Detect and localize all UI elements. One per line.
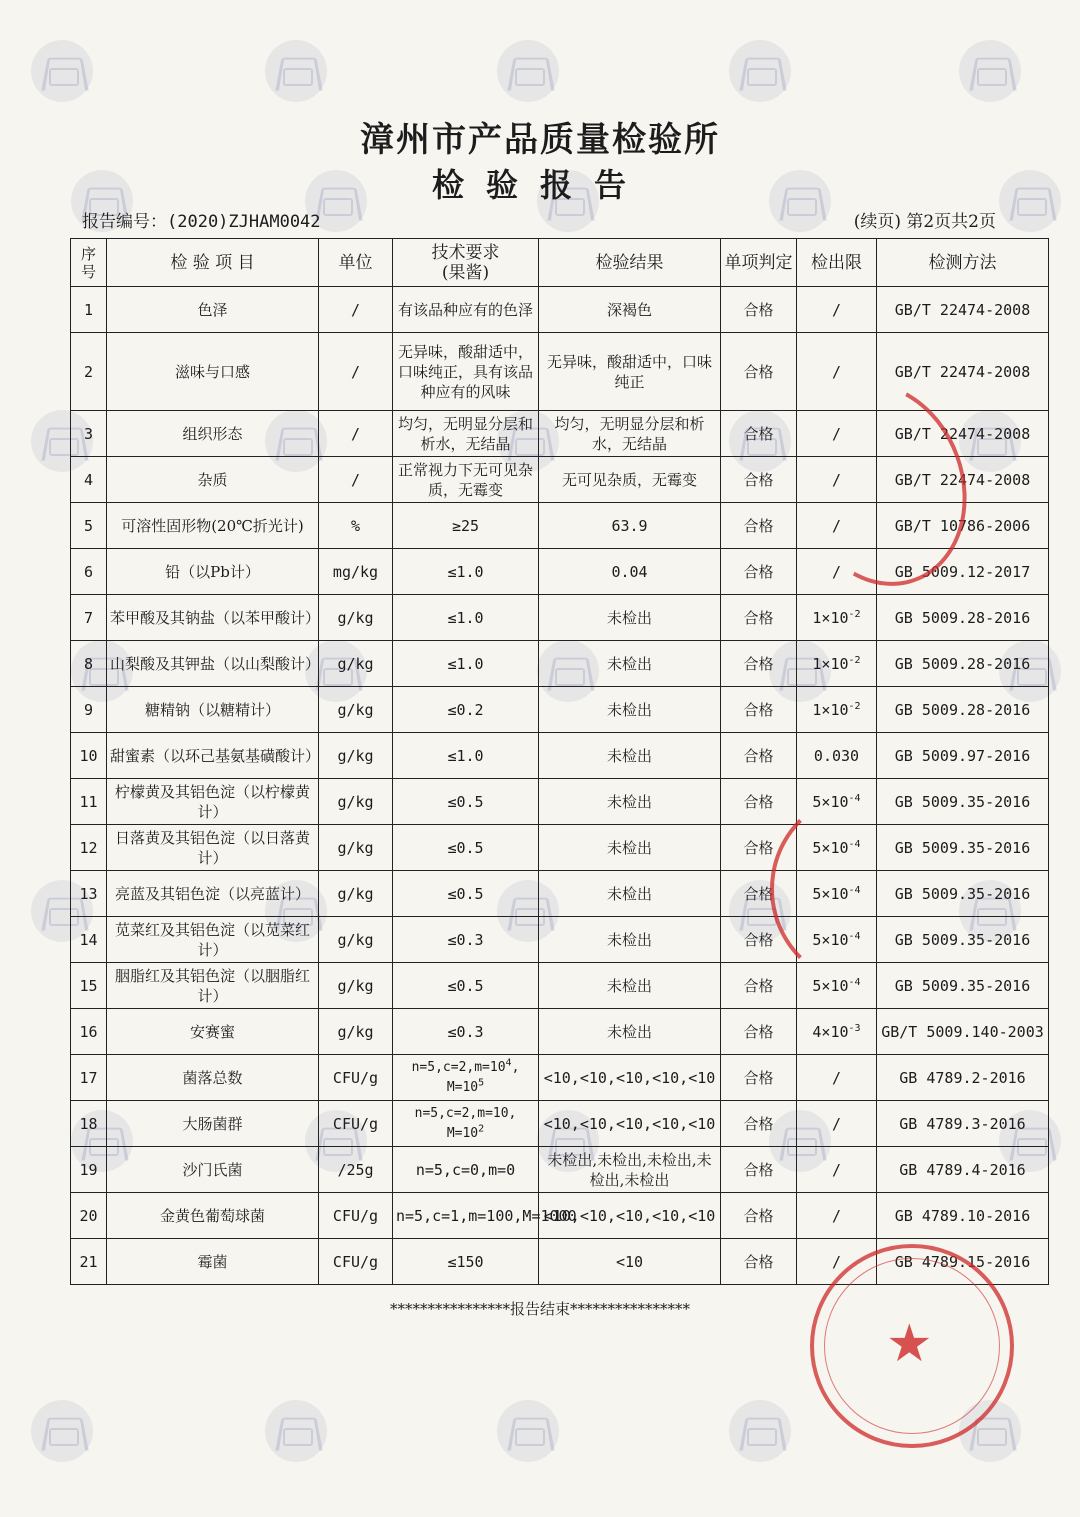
row-method: GB 4789.10-2016 xyxy=(877,1193,1049,1239)
row-limit xyxy=(797,595,877,641)
row-number: 13 xyxy=(71,871,107,917)
row-unit: CFU/g xyxy=(319,1101,393,1147)
row-requirement: ≤1.0 xyxy=(393,641,539,687)
row-requirement: ≤0.5 xyxy=(393,871,539,917)
header-verdict: 单项判定 xyxy=(721,239,797,287)
row-method: GB 5009.35-2016 xyxy=(877,825,1049,871)
row-method: GB 5009.35-2016 xyxy=(877,963,1049,1009)
row-limit: / xyxy=(797,1147,877,1193)
limit-base: 5×10 xyxy=(812,884,849,903)
row-item: 金黄色葡萄球菌 xyxy=(107,1193,319,1239)
row-limit: / xyxy=(797,287,877,333)
header-limit: 检出限 xyxy=(797,239,877,287)
row-requirement: ≤1.0 xyxy=(393,733,539,779)
header-seq: 序号 xyxy=(71,239,107,287)
row-limit xyxy=(797,641,877,687)
row-verdict: 合格 xyxy=(721,779,797,825)
row-requirement: 无异味，酸甜适中，口味纯正，具有该品种应有的风味 xyxy=(393,333,539,411)
row-verdict: 合格 xyxy=(721,1009,797,1055)
row-requirement: ≤0.2 xyxy=(393,687,539,733)
row-limit: / xyxy=(797,411,877,457)
row-result: 深褐色 xyxy=(539,287,721,333)
limit-base: 5×10 xyxy=(812,838,849,857)
row-requirement: $n=5,c=2,m=10^4$, $M=10^5$ xyxy=(393,1055,539,1101)
row-unit: g/kg xyxy=(319,1009,393,1055)
watermark-icon xyxy=(31,1400,93,1462)
row-result: 无可见杂质，无霉变 xyxy=(539,457,721,503)
row-item: 沙门氏菌 xyxy=(107,1147,319,1193)
limit-base: 5×10 xyxy=(812,930,849,949)
limit-base: 5×10 xyxy=(812,792,849,811)
row-verdict: 合格 xyxy=(721,687,797,733)
row-item: 色泽 xyxy=(107,287,319,333)
row-result: 未检出 xyxy=(539,733,721,779)
row-unit: mg/kg xyxy=(319,549,393,595)
row-item: 甜蜜素（以环己基氨基磺酸计） xyxy=(107,733,319,779)
row-unit: g/kg xyxy=(319,963,393,1009)
table-row xyxy=(71,287,1049,333)
row-result: 均匀，无明显分层和析水，无结晶 xyxy=(539,411,721,457)
report-end-marker: ****************报告结束**************** xyxy=(389,1300,690,1318)
row-unit: % xyxy=(319,503,393,549)
row-verdict: 合格 xyxy=(721,287,797,333)
row-unit: g/kg xyxy=(319,595,393,641)
row-unit: g/kg xyxy=(319,917,393,963)
row-number: 17 xyxy=(71,1055,107,1101)
limit-exponent: -3 xyxy=(848,1022,861,1034)
row-requirement: ≤0.5 xyxy=(393,825,539,871)
limit-exponent: -4 xyxy=(848,930,861,942)
row-result: 63.9 xyxy=(539,503,721,549)
row-method: GB 5009.35-2016 xyxy=(877,779,1049,825)
row-item: 霉菌 xyxy=(107,1239,319,1285)
row-requirement: ≤0.5 xyxy=(393,779,539,825)
row-result: <10,<10,<10,<10,<10 xyxy=(539,1193,721,1239)
row-method: GB 5009.28-2016 xyxy=(877,595,1049,641)
row-item: 柠檬黄及其铝色淀（以柠檬黄计） xyxy=(107,779,319,825)
row-verdict: 合格 xyxy=(721,457,797,503)
row-result: <10 xyxy=(539,1239,721,1285)
row-number: 10 xyxy=(71,733,107,779)
row-requirement: n=5,c=2,m=10, $M=10^2$ xyxy=(393,1101,539,1147)
table-header-row xyxy=(71,239,1049,287)
row-unit: g/kg xyxy=(319,825,393,871)
row-item: 菌落总数 xyxy=(107,1055,319,1101)
row-verdict: 合格 xyxy=(721,549,797,595)
row-verdict: 合格 xyxy=(721,595,797,641)
row-item: 苯甲酸及其钠盐（以苯甲酸计） xyxy=(107,595,319,641)
row-verdict: 合格 xyxy=(721,917,797,963)
row-method: GB/T 22474-2008 xyxy=(877,333,1049,411)
row-method: GB 5009.35-2016 xyxy=(877,871,1049,917)
row-item: 日落黄及其铝色淀（以日落黄计） xyxy=(107,825,319,871)
row-method: GB 5009.28-2016 xyxy=(877,687,1049,733)
row-method: GB 5009.28-2016 xyxy=(877,641,1049,687)
row-number: 12 xyxy=(71,825,107,871)
row-unit: / xyxy=(319,287,393,333)
limit-base: 4×10 xyxy=(812,1022,849,1041)
limit-exponent: -4 xyxy=(848,884,861,896)
row-number: 14 xyxy=(71,917,107,963)
row-result: <10,<10,<10,<10,<10 xyxy=(539,1101,721,1147)
limit-exponent: -4 xyxy=(848,792,861,804)
limit-exponent: -2 xyxy=(848,700,861,712)
row-unit: g/kg xyxy=(319,641,393,687)
row-method: GB/T 10786-2006 xyxy=(877,503,1049,549)
row-number: 5 xyxy=(71,503,107,549)
row-unit: / xyxy=(319,333,393,411)
row-method: GB 4789.15-2016 xyxy=(877,1239,1049,1285)
watermark-icon xyxy=(729,40,791,102)
watermark-icon xyxy=(265,40,327,102)
row-method: GB 5009.97-2016 xyxy=(877,733,1049,779)
row-verdict: 合格 xyxy=(721,1055,797,1101)
table-row xyxy=(71,687,1049,733)
row-number: 16 xyxy=(71,1009,107,1055)
row-limit xyxy=(797,687,877,733)
row-limit: / xyxy=(797,1055,877,1101)
row-limit: / xyxy=(797,549,877,595)
row-requirement: ≥25 xyxy=(393,503,539,549)
row-method: GB 4789.4-2016 xyxy=(877,1147,1049,1193)
row-method: GB 5009.12-2017 xyxy=(877,549,1049,595)
row-item: 糖精钠（以糖精计） xyxy=(107,687,319,733)
row-result: 无异味，酸甜适中，口味纯正 xyxy=(539,333,721,411)
document-title: 检验报告 xyxy=(431,166,648,204)
row-verdict: 合格 xyxy=(721,1101,797,1147)
table-row xyxy=(71,1101,1049,1147)
limit-base: 1×10 xyxy=(812,700,849,719)
row-unit: / xyxy=(319,411,393,457)
row-unit: g/kg xyxy=(319,871,393,917)
page-info: (续页) 第2页共2页 xyxy=(853,212,996,232)
row-unit: g/kg xyxy=(319,779,393,825)
row-number: 11 xyxy=(71,779,107,825)
row-requirement: ≤0.3 xyxy=(393,917,539,963)
row-unit: g/kg xyxy=(319,687,393,733)
row-number: 18 xyxy=(71,1101,107,1147)
row-requirement: ≤0.5 xyxy=(393,963,539,1009)
row-number: 6 xyxy=(71,549,107,595)
row-result: 未检出 xyxy=(539,779,721,825)
row-limit: / xyxy=(797,333,877,411)
row-number: 21 xyxy=(71,1239,107,1285)
limit-exponent: -2 xyxy=(848,654,861,666)
row-item: 胭脂红及其铝色淀（以胭脂红计） xyxy=(107,963,319,1009)
row-result: 未检出 xyxy=(539,825,721,871)
row-item: 山梨酸及其钾盐（以山梨酸计） xyxy=(107,641,319,687)
table-row xyxy=(71,595,1049,641)
watermark-icon xyxy=(497,40,559,102)
row-result: 未检出 xyxy=(539,871,721,917)
watermark-icon xyxy=(265,1400,327,1462)
row-method: GB 5009.35-2016 xyxy=(877,917,1049,963)
row-limit: / xyxy=(797,457,877,503)
row-requirement: 有该品种应有的色泽 xyxy=(393,287,539,333)
row-unit: g/kg xyxy=(319,733,393,779)
row-verdict: 合格 xyxy=(721,503,797,549)
table-row xyxy=(71,1147,1049,1193)
row-item: 滋味与口感 xyxy=(107,333,319,411)
header-item: 检 验 项 目 xyxy=(107,239,319,287)
table-row xyxy=(71,733,1049,779)
row-number: 20 xyxy=(71,1193,107,1239)
row-requirement: ≤1.0 xyxy=(393,595,539,641)
row-method: GB 4789.3-2016 xyxy=(877,1101,1049,1147)
report-number-label: 报告编号： xyxy=(82,212,167,232)
row-requirement: 均匀，无明显分层和析水，无结晶 xyxy=(393,411,539,457)
row-unit: CFU/g xyxy=(319,1239,393,1285)
row-item: 组织形态 xyxy=(107,411,319,457)
limit-base: 1×10 xyxy=(812,654,849,673)
row-requirement: n=5,c=1,m=100,M=1000 xyxy=(393,1193,539,1239)
row-method: GB/T 22474-2008 xyxy=(877,287,1049,333)
row-result: 0.04 xyxy=(539,549,721,595)
row-item: 杂质 xyxy=(107,457,319,503)
seal-star-icon: ★ xyxy=(886,1314,933,1374)
table-row xyxy=(71,1009,1049,1055)
row-unit: CFU/g xyxy=(319,1055,393,1101)
row-result: 未检出,未检出,未检出,未检出,未检出 xyxy=(539,1147,721,1193)
report-number xyxy=(82,207,321,232)
row-item: 亮蓝及其铝色淀（以亮蓝计） xyxy=(107,871,319,917)
row-verdict: 合格 xyxy=(721,1147,797,1193)
seal-partial-2 xyxy=(770,790,968,988)
watermark-icon xyxy=(959,40,1021,102)
header-result: 检验结果 xyxy=(539,239,721,287)
row-item: 铅（以Pb计） xyxy=(107,549,319,595)
row-verdict: 合格 xyxy=(721,871,797,917)
row-number: 15 xyxy=(71,963,107,1009)
row-result: 未检出 xyxy=(539,687,721,733)
row-requirement: 正常视力下无可见杂质，无霉变 xyxy=(393,457,539,503)
row-verdict: 合格 xyxy=(721,1239,797,1285)
row-unit: CFU/g xyxy=(319,1193,393,1239)
row-number: 19 xyxy=(71,1147,107,1193)
row-limit: 0.030 xyxy=(797,733,877,779)
limit-base: 1×10 xyxy=(812,608,849,627)
header-requirement xyxy=(393,239,539,287)
row-limit: / xyxy=(797,503,877,549)
row-limit: / xyxy=(797,1101,877,1147)
row-result: 未检出 xyxy=(539,595,721,641)
limit-exponent: -4 xyxy=(848,838,861,850)
row-requirement: ≤1.0 xyxy=(393,549,539,595)
row-verdict: 合格 xyxy=(721,825,797,871)
header-requirement-line1: 技术要求 xyxy=(431,242,500,263)
organization-title: 漳州市产品质量检验所 xyxy=(360,120,720,160)
row-method: GB/T 5009.140-2003 xyxy=(877,1009,1049,1055)
row-result: 未检出 xyxy=(539,641,721,687)
row-requirement: ≤150 xyxy=(393,1239,539,1285)
watermark-icon xyxy=(497,1400,559,1462)
header-unit: 单位 xyxy=(319,239,393,287)
row-limit: / xyxy=(797,1239,877,1285)
row-result: 未检出 xyxy=(539,963,721,1009)
row-number: 9 xyxy=(71,687,107,733)
row-result: <10,<10,<10,<10,<10 xyxy=(539,1055,721,1101)
row-item: 苋菜红及其铝色淀（以苋菜红计） xyxy=(107,917,319,963)
row-verdict: 合格 xyxy=(721,1193,797,1239)
table-row xyxy=(71,641,1049,687)
row-unit: /25g xyxy=(319,1147,393,1193)
row-item: 安赛蜜 xyxy=(107,1009,319,1055)
report-number-value: (2020)ZJHAM0042 xyxy=(167,212,321,232)
row-method: GB/T 22474-2008 xyxy=(877,411,1049,457)
row-limit: / xyxy=(797,1193,877,1239)
row-number: 4 xyxy=(71,457,107,503)
limit-exponent: -4 xyxy=(848,976,861,988)
official-seal xyxy=(810,1244,1014,1448)
header-requirement-line2: (果酱) xyxy=(441,262,490,283)
row-verdict: 合格 xyxy=(721,411,797,457)
row-verdict: 合格 xyxy=(721,963,797,1009)
table-row xyxy=(71,1055,1049,1101)
row-method: GB/T 22474-2008 xyxy=(877,457,1049,503)
row-number: 1 xyxy=(71,287,107,333)
row-number: 2 xyxy=(71,333,107,411)
row-result: 未检出 xyxy=(539,917,721,963)
row-number: 8 xyxy=(71,641,107,687)
row-unit: / xyxy=(319,457,393,503)
limit-base: 5×10 xyxy=(812,976,849,995)
row-number: 3 xyxy=(71,411,107,457)
row-item: 可溶性固形物(20℃折光计) xyxy=(107,503,319,549)
row-verdict: 合格 xyxy=(721,641,797,687)
row-number: 7 xyxy=(71,595,107,641)
table-row xyxy=(71,1193,1049,1239)
header-method: 检测方法 xyxy=(877,239,1049,287)
row-requirement: n=5,c=0,m=0 xyxy=(393,1147,539,1193)
row-item: 大肠菌群 xyxy=(107,1101,319,1147)
limit-exponent: -2 xyxy=(848,608,861,620)
watermark-icon xyxy=(31,40,93,102)
row-requirement: ≤0.3 xyxy=(393,1009,539,1055)
row-result: 未检出 xyxy=(539,1009,721,1055)
row-limit xyxy=(797,1009,877,1055)
row-verdict: 合格 xyxy=(721,733,797,779)
row-verdict: 合格 xyxy=(721,333,797,411)
row-method: GB 4789.2-2016 xyxy=(877,1055,1049,1101)
watermark-icon xyxy=(729,1400,791,1462)
